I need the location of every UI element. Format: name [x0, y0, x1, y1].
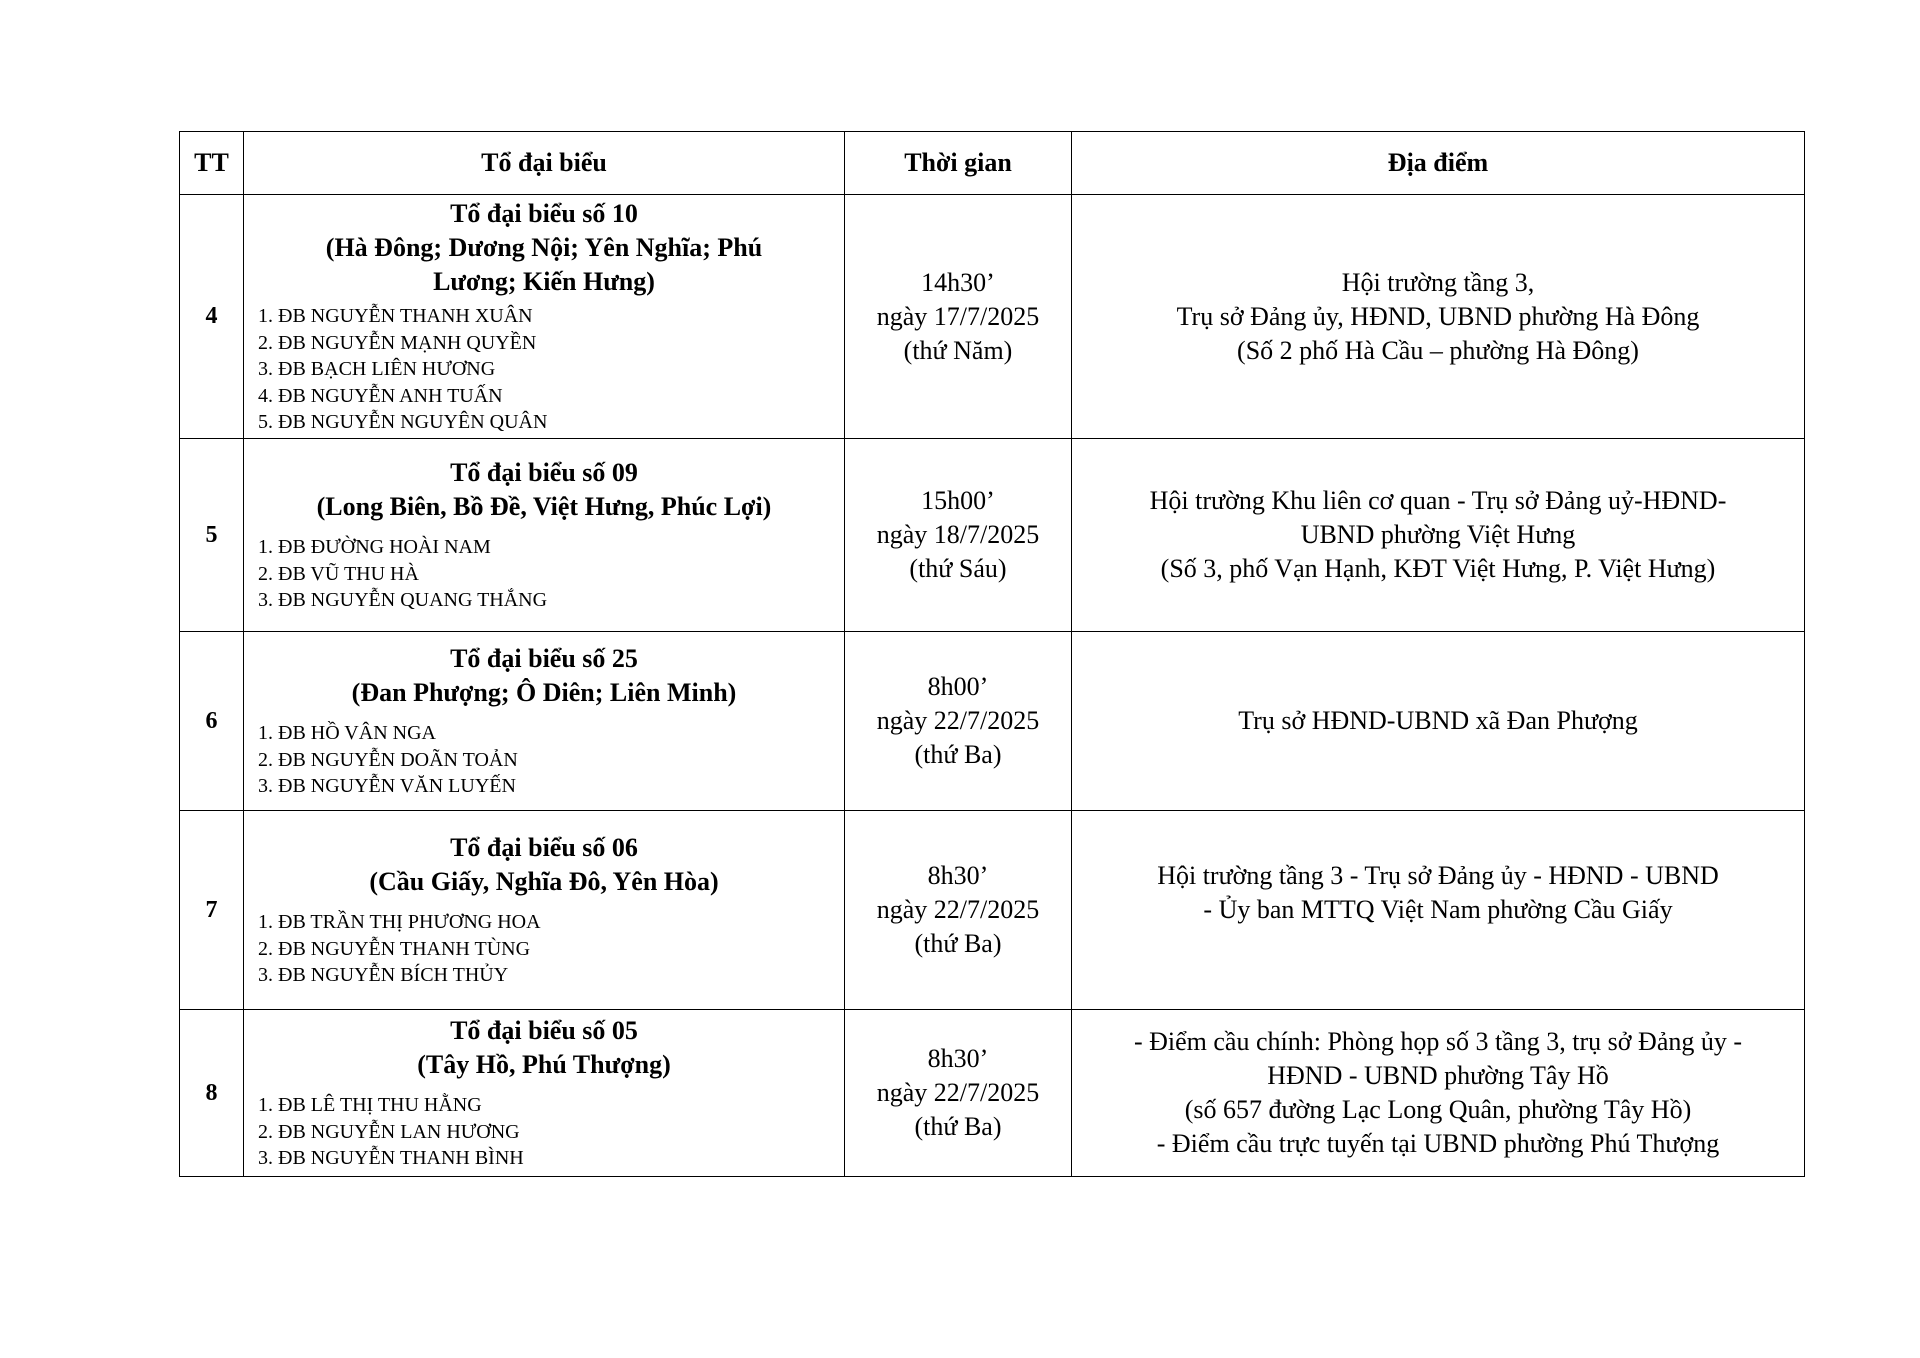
- place-line: Hội trường tầng 3 - Trụ sở Đảng ủy - HĐND - UBND: [1157, 861, 1719, 890]
- member-item: 3. ĐB BẠCH LIÊN HƯƠNG: [258, 358, 496, 381]
- member-item: 5. ĐB NGUYỄN NGUYÊN QUÂN: [258, 411, 548, 434]
- member-item: 3. ĐB NGUYỄN QUANG THẮNG: [258, 589, 548, 612]
- time-hour: 8h00’: [927, 672, 989, 701]
- group-area: (Hà Đông; Dương Nội; Yên Nghĩa; Phú Lương; Kiến Hưng): [325, 233, 763, 297]
- header-row: [180, 132, 1805, 195]
- table-row: [180, 439, 1805, 632]
- member-item: 1. ĐB TRẦN THỊ PHƯƠNG HOA: [258, 911, 541, 934]
- time-date: ngày 18/7/2025: [876, 520, 1040, 549]
- member-item: 3. ĐB NGUYỄN BÍCH THỦY: [258, 964, 509, 987]
- time-cell: [845, 195, 1072, 439]
- time-hour: 8h30’: [927, 861, 989, 890]
- time-weekday: (thứ Năm): [903, 335, 1013, 365]
- place-line: Hội trường Khu liên cơ quan - Trụ sở Đảng uỷ-HĐND-: [1149, 486, 1727, 515]
- member-list: [244, 909, 844, 989]
- member-item: 1. ĐB LÊ THỊ THU HẰNG: [258, 1094, 482, 1117]
- place-line: (số 657 đường Lạc Long Quân, phường Tây Hồ): [1184, 1095, 1692, 1124]
- member-item: 3. ĐB NGUYỄN VĂN LUYẾN: [258, 775, 516, 798]
- member-item: 2. ĐB NGUYỄN MẠNH QUYỀN: [258, 331, 537, 354]
- header-place: Địa điểm: [1072, 132, 1805, 195]
- table-row: [180, 1010, 1805, 1177]
- delegate-group-cell: [244, 195, 845, 439]
- member-item: 2. ĐB NGUYỄN THANH TÙNG: [258, 937, 531, 960]
- place-line: (Số 2 phố Hà Cầu – phường Hà Đông): [1237, 335, 1639, 365]
- group-title: Tổ đại biểu số 09: [450, 458, 638, 488]
- place-line: - Ủy ban MTTQ Việt Nam phường Cầu Giấy: [1203, 895, 1673, 924]
- member-item: 2. ĐB VŨ THU HÀ: [258, 562, 419, 585]
- time-weekday: (thứ Ba): [914, 740, 1002, 769]
- place-cell: [1072, 1010, 1805, 1177]
- time-date: ngày 22/7/2025: [876, 1078, 1040, 1107]
- row-number: 4: [180, 195, 244, 439]
- member-item: 1. ĐB ĐƯỜNG HOÀI NAM: [258, 536, 491, 559]
- delegate-group-cell: [244, 632, 845, 811]
- member-item: 1. ĐB HỒ VÂN NGA: [258, 722, 436, 745]
- time-hour: 14h30’: [921, 267, 995, 297]
- row-number: 5: [180, 439, 244, 632]
- time-cell: [845, 632, 1072, 811]
- place-line: - Điểm cầu trực tuyến tại UBND phường Phú Thượng: [1156, 1129, 1720, 1158]
- place-cell: [1072, 632, 1805, 811]
- place-cell: [1072, 439, 1805, 632]
- table-row: [180, 632, 1805, 811]
- header-time: Thời gian: [845, 132, 1072, 195]
- header-tt: TT: [180, 132, 244, 195]
- time-cell: [845, 1010, 1072, 1177]
- group-title: Tổ đại biểu số 06: [450, 833, 638, 863]
- member-list: [244, 720, 844, 800]
- time-hour: 8h30’: [927, 1044, 989, 1073]
- table-row: [180, 811, 1805, 1010]
- place-line: (Số 3, phố Vạn Hạnh, KĐT Việt Hưng, P. Việt Hưng): [1160, 554, 1716, 583]
- place-line: Trụ sở HĐND-UBND xã Đan Phượng: [1238, 706, 1638, 735]
- time-weekday: (thứ Ba): [914, 929, 1002, 958]
- place-line: Trụ sở Đảng ủy, HĐND, UBND phường Hà Đông: [1176, 301, 1700, 331]
- group-title: Tổ đại biểu số 25: [450, 644, 638, 674]
- group-area: (Tây Hồ, Phú Thượng): [417, 1050, 671, 1080]
- row-number: 7: [180, 811, 244, 1010]
- delegate-group-cell: [244, 811, 845, 1010]
- group-area: (Long Biên, Bồ Đề, Việt Hưng, Phúc Lợi): [316, 492, 772, 522]
- place-cell: [1072, 195, 1805, 439]
- time-weekday: (thứ Sáu): [909, 554, 1007, 583]
- time-cell: [845, 439, 1072, 632]
- group-title: Tổ đại biểu số 10: [450, 199, 638, 229]
- member-item: 2. ĐB NGUYỄN DOÃN TOẢN: [258, 748, 518, 771]
- member-item: 2. ĐB NGUYỄN LAN HƯƠNG: [258, 1120, 520, 1143]
- group-area: (Cầu Giấy, Nghĩa Đô, Yên Hòa): [369, 867, 719, 897]
- time-weekday: (thứ Ba): [914, 1112, 1002, 1141]
- header-group: Tổ đại biểu: [244, 132, 845, 195]
- place-line: UBND phường Việt Hưng: [1300, 520, 1576, 549]
- delegate-group-cell: [244, 439, 845, 632]
- time-date: ngày 17/7/2025: [876, 301, 1040, 331]
- member-list: [244, 303, 844, 436]
- group-area: (Đan Phượng; Ô Diên; Liên Minh): [351, 678, 737, 708]
- member-item: 3. ĐB NGUYỄN THANH BÌNH: [258, 1147, 524, 1170]
- table-row: [180, 195, 1805, 439]
- time-date: ngày 22/7/2025: [876, 706, 1040, 735]
- time-cell: [845, 811, 1072, 1010]
- place-line: Hội trường tầng 3,: [1341, 267, 1535, 297]
- group-title: Tổ đại biểu số 05: [450, 1016, 638, 1046]
- row-number: 8: [180, 1010, 244, 1177]
- place-line: HĐND - UBND phường Tây Hồ: [1267, 1061, 1609, 1090]
- member-item: 1. ĐB NGUYỄN THANH XUÂN: [258, 305, 533, 328]
- member-list: [244, 1092, 844, 1172]
- time-hour: 15h00’: [921, 486, 995, 515]
- place-line: - Điểm cầu chính: Phòng họp số 3 tầng 3, trụ sở Đảng ủy -: [1133, 1027, 1743, 1056]
- place-cell: [1072, 811, 1805, 1010]
- member-list: [244, 534, 844, 614]
- schedule-table: [179, 131, 1805, 1177]
- row-number: 6: [180, 632, 244, 811]
- member-item: 4. ĐB NGUYỄN ANH TUẤN: [258, 384, 503, 407]
- time-date: ngày 22/7/2025: [876, 895, 1040, 924]
- delegate-group-cell: [244, 1010, 845, 1177]
